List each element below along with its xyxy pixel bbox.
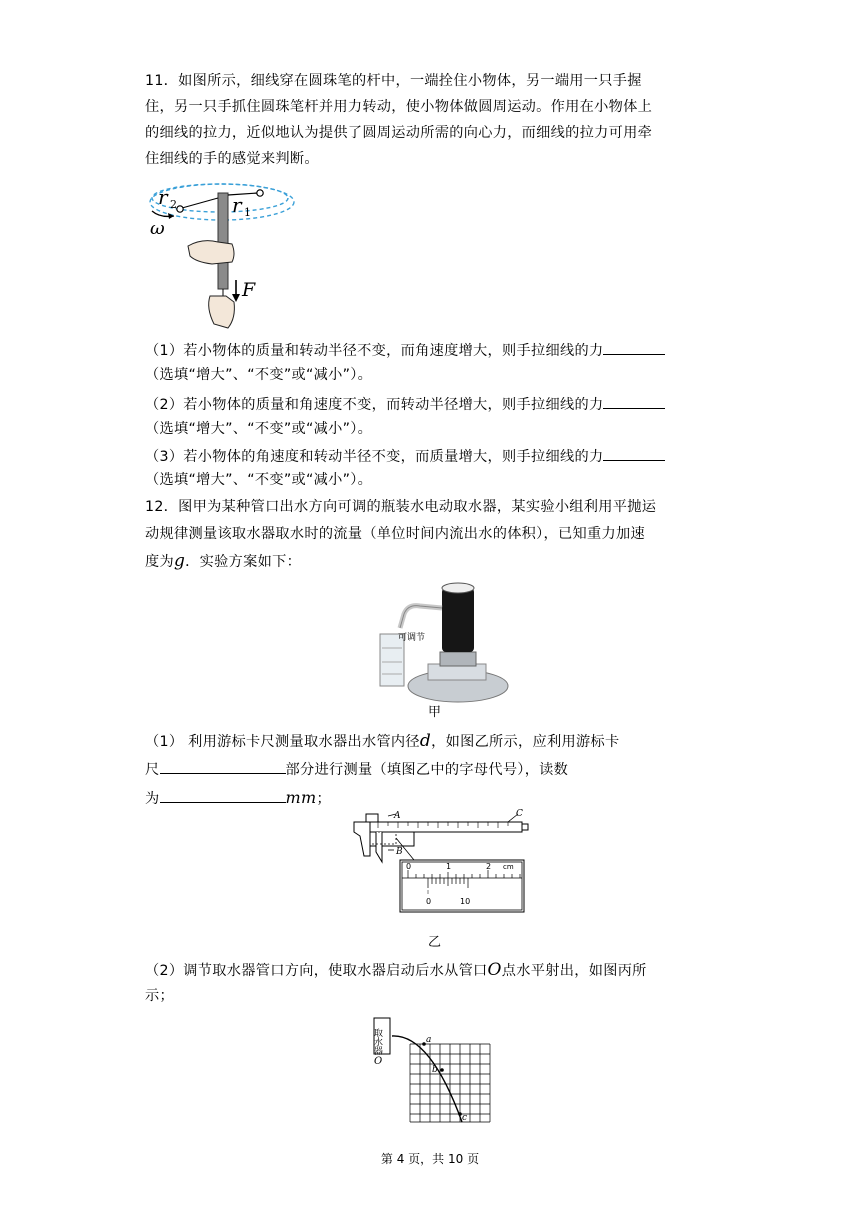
figure-yi-caliper (348, 808, 530, 916)
q11-sub-1: （1）若小物体的质量和转动半径不变，而角速度增大，则手拉细线的力 (145, 340, 665, 361)
q12-line-3: 度为g．实验方案如下： (145, 551, 302, 571)
r2-label: r (158, 185, 168, 209)
caption-jia: 甲 (428, 705, 442, 720)
answer-blank-1[interactable] (603, 340, 665, 355)
answer-blank-3[interactable] (603, 446, 665, 461)
q11-sub-2: （2）若小物体的质量和角速度不变，而转动半径增大，则手拉细线的力 (145, 394, 665, 415)
q12-line-2: 动规律测量该取水器取水时的流量（单位时间内流出水的体积），已知重力加速 (145, 526, 645, 542)
q12-p1-line-2: 尺 部分进行测量（填图乙中的字母代号），读数 (145, 759, 568, 780)
caliper-label-c: C (516, 809, 523, 819)
point-b-label: b (432, 1065, 438, 1075)
main-scale-0: 0 (406, 862, 412, 871)
q12-p1-line-3: 为 mm； (145, 788, 331, 807)
scale-unit: cm (503, 863, 514, 871)
answer-blank-reading[interactable] (160, 788, 286, 803)
q11-options-1: （选填“增大”、“不变”或“减小”）。 (145, 367, 373, 383)
r1-label: r (232, 193, 242, 217)
vernier-scale-10: 10 (460, 897, 471, 906)
figure-bing-grid (370, 1014, 495, 1124)
page-footer: 第 4 页，共 10 页 (380, 1152, 480, 1166)
q12-p1-line-1: （1） 利用游标卡尺测量取水器出水管内径d，如图乙所示，应利用游标卡 (145, 731, 620, 751)
q11-figure (140, 178, 300, 333)
r2-subscript: 2 (170, 198, 177, 211)
q12-p2-line-2: 示； (145, 988, 174, 1004)
q11-sub-3: （3）若小物体的角速度和转动半径不变，而质量增大，则手拉细线的力 (145, 446, 665, 467)
adjustable-label: 可调节 (398, 633, 426, 643)
q12-p2-line-1: （2）调节取水器管口方向，使取水器启动后水从管口O点水平射出，如图丙所 (145, 960, 647, 980)
point-a-label: a (426, 1035, 432, 1045)
r1-subscript: 1 (244, 206, 251, 219)
q11-line-3: 的细线的拉力，近似地认为提供了圆周运动所需的向心力，而细线的拉力可用牵 (145, 125, 653, 141)
q11-options-2: （选填“增大”、“不变”或“减小”）。 (145, 421, 373, 437)
caliper-label-b: B (396, 847, 403, 857)
point-o-label: O (374, 1056, 383, 1067)
q12-line-1: 12．图甲为某种管口出水方向可调的瓶装水电动取水器，某实验小组利用平抛运 (145, 499, 657, 515)
q11-line-1: 11．如图所示，细线穿在圆珠笔的杆中，一端拴住小物体，另一端用一只手握 (145, 73, 642, 89)
answer-blank-2[interactable] (603, 394, 665, 409)
q11-line-2: 住，另一只手抓住圆珠笔杆并用力转动，使小物体做圆周运动。作用在小物体上 (145, 99, 653, 115)
q11-options-3: （选填“增大”、“不变”或“减小”）。 (145, 472, 373, 488)
vernier-scale-0: 0 (426, 897, 432, 906)
caliper-label-a: A (394, 811, 401, 821)
q11-line-4: 住细线的手的感觉来判断。 (145, 151, 319, 167)
point-c-label: c (462, 1113, 468, 1123)
main-scale-1: 1 (446, 862, 452, 871)
figure-jia (370, 578, 495, 693)
answer-blank-part[interactable] (160, 759, 286, 774)
main-scale-2: 2 (486, 862, 492, 871)
force-label: F (242, 279, 256, 301)
caption-yi: 乙 (428, 935, 442, 950)
omega-label: ω (150, 218, 165, 239)
device-label: 取水器 (372, 1028, 382, 1055)
